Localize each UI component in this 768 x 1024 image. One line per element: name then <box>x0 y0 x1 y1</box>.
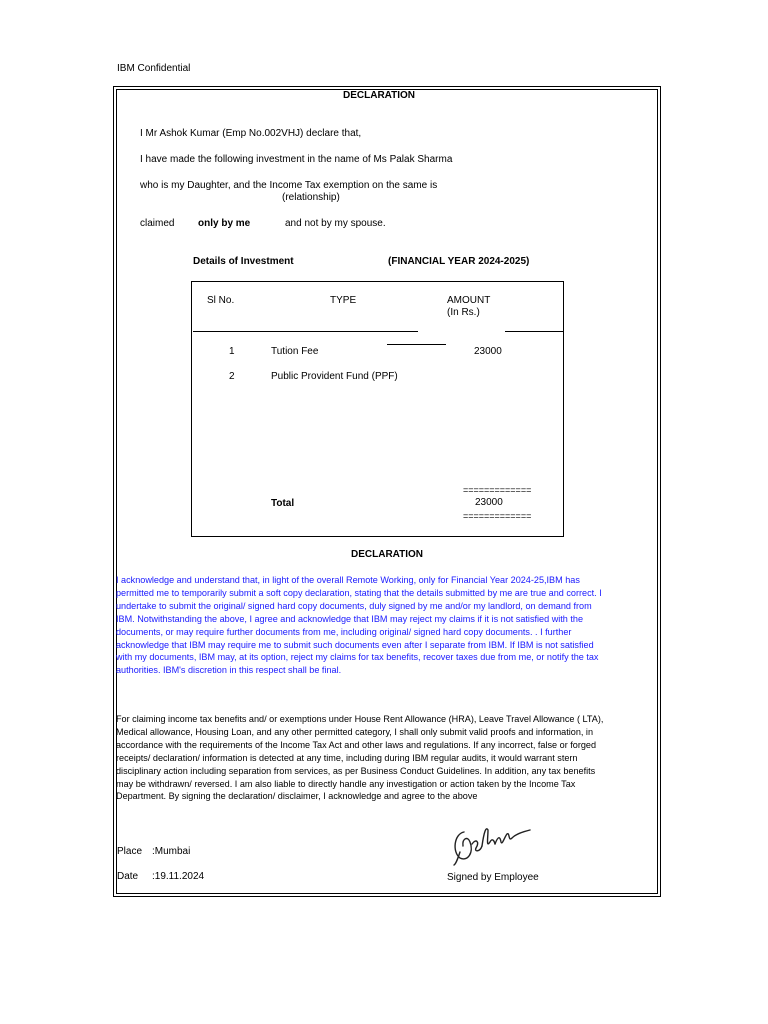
disclaimer-line: accordance with the requirements of the Income Tax Act and other laws and regulations. If any incorrect, false or forged <box>116 739 597 750</box>
header-rule-mid <box>387 344 446 345</box>
place-label: Place <box>117 846 143 857</box>
declaration-line: with my documents, IBM may, at its option, reject my claims for tax benefits, recover taxes due from me, or notify the tax <box>116 652 599 663</box>
disclaimer-line: may be withdrawn/ reversed. I am also liable to directly handle any investigation or action taken by the Income Tax <box>116 778 576 789</box>
investment-line: I have made the following investment in the name of Ms Palak Sharma <box>140 154 453 165</box>
claimed-rest: and not by my spouse. <box>285 218 386 229</box>
disclaimer-line: Department. By signing the declaration/ disclaimer, I acknowledge and agree to the above <box>116 791 478 802</box>
declaration-line: permitted me to temporarily submit a soft copy declaration, stating that the details submitted by me are true and correct. I <box>116 587 602 598</box>
declaration-line: acknowledge that IBM may require me to submit such documents even after I separate from IBM. If IBM is not satisfied <box>116 639 594 650</box>
total-separator-top: ============= <box>463 485 532 495</box>
declaration-line: undertake to submit the original/ signed hard copy documents, duly signed by me and/or my landlord, on demand from <box>116 600 592 611</box>
disclaimer-line: Medical allowance, Housing Loan, and any other permitted category, I shall only submit valid proofs and information, in <box>116 726 594 737</box>
claimed-by: only by me <box>198 218 251 229</box>
total-label: Total <box>271 498 295 509</box>
investment-table <box>191 281 564 537</box>
details-label: Details of Investment <box>193 256 294 267</box>
declaration-title: DECLARATION <box>343 90 416 101</box>
disclaimer-line: receipts/ declaration/ information is detected at any time, including during IBM regular audits, it would warrant stern <box>116 752 578 763</box>
claimed-label: claimed <box>140 218 175 229</box>
disclaimer-line: disciplinary action including separation from services, as per Business Conduct Guidelines. In addition, any tax benefits <box>116 765 596 776</box>
row-2-type: Public Provident Fund (PPF) <box>271 371 398 382</box>
place-value: :Mumbai <box>152 846 191 857</box>
header-rule-left <box>193 331 418 332</box>
col-sl-header: Sl No. <box>207 295 235 306</box>
confidential-label: IBM Confidential <box>117 63 191 74</box>
declaration-line: documents, or may require further documents from me, including original/ signed hard copy documents. . I further <box>116 626 572 637</box>
declaration2-title: DECLARATION <box>351 549 424 560</box>
disclaimer-paragraph <box>116 713 658 803</box>
date-value: :19.11.2024 <box>152 871 205 882</box>
row-2-sl: 2 <box>229 371 235 382</box>
date-label: Date <box>117 871 139 882</box>
declarant-line: I Mr Ashok Kumar (Emp No.002VHJ) declare that, <box>140 128 362 139</box>
col-amount-header: AMOUNT <box>447 295 491 306</box>
row-1-type: Tution Fee <box>271 346 319 357</box>
col-type-header: TYPE <box>330 295 357 306</box>
total-value: 23000 <box>475 497 503 508</box>
header-rule-right <box>505 331 563 332</box>
financial-year: (FINANCIAL YEAR 2024-2025) <box>388 256 530 267</box>
declaration-paragraph <box>116 574 658 677</box>
total-separator-bottom: ============= <box>463 511 532 521</box>
signed-by-label: Signed by Employee <box>447 872 539 883</box>
declaration-line: I acknowledge and understand that, in light of the overall Remote Working, only for Financial Year 2024-25,IBM has <box>116 575 580 585</box>
relationship-line: who is my Daughter, and the Income Tax exemption on the same is <box>140 180 438 191</box>
declaration-line: authorities. IBM's discretion in this respect shall be final. <box>116 665 342 676</box>
row-1-sl: 1 <box>229 346 235 357</box>
relationship-note: (relationship) <box>282 192 340 203</box>
row-1-amount: 23000 <box>474 346 502 357</box>
signature-icon <box>450 822 544 866</box>
col-amount-unit: (In Rs.) <box>447 307 480 318</box>
declaration-line: IBM. Notwithstanding the above, I agree and acknowledge that IBM may reject my claims if it is not satisfied with the <box>116 613 584 624</box>
disclaimer-line: For claiming income tax benefits and/ or exemptions under House Rent Allowance (HRA), Leave Travel Allowance ( LTA), <box>116 714 604 724</box>
